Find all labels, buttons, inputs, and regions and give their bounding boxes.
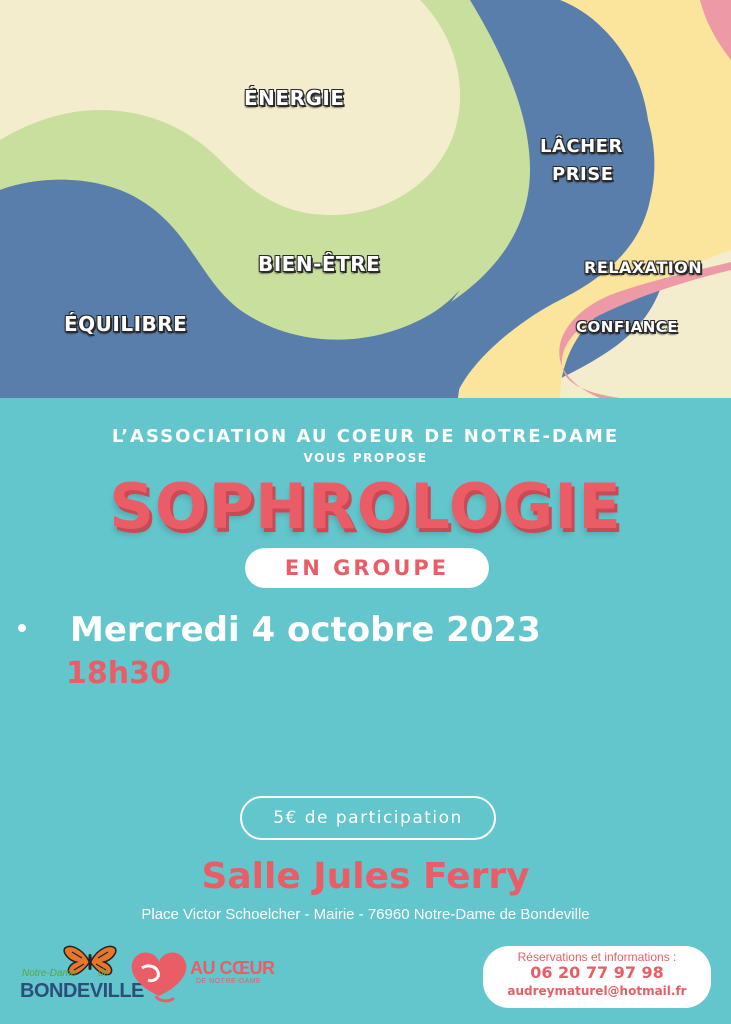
aucoeur-logo-name: AU CŒUR: [190, 958, 275, 978]
word-bien-etre: BIEN-ÊTRE: [258, 252, 381, 276]
venue-name: Salle Jules Ferry: [201, 856, 530, 897]
word-lacher: LÂCHER: [540, 136, 623, 157]
aucoeur-logo: [128, 944, 278, 1006]
association-heading: L’ASSOCIATION AU COEUR DE NOTRE-DAME: [111, 426, 620, 447]
subtitle-text: EN GROUPE: [284, 556, 450, 580]
heart-icon: [128, 946, 190, 1004]
bondeville-logo: [18, 944, 144, 1006]
venue-address: Place Victor Schoelcher - Mairie - 76960 Notre-Dame de Bondeville: [141, 906, 590, 923]
bondeville-logo-top: Notre-Dame: [22, 968, 77, 979]
wave-illustration: [0, 0, 731, 398]
word-equilibre: ÉQUILIBRE: [64, 312, 188, 336]
bullet-dot: [18, 624, 26, 632]
price-text: 5€ de participation: [273, 808, 463, 828]
word-energie: ÉNERGIE: [244, 86, 345, 110]
event-date: Mercredi 4 octobre 2023: [70, 610, 541, 650]
subtitle-badge: [245, 548, 489, 588]
word-relaxation: RELAXATION: [584, 258, 703, 277]
aucoeur-logo-sub: DE NOTRE-DAME: [196, 978, 262, 985]
word-confiance: CONFIANCE: [576, 318, 679, 336]
main-title: SOPHROLOGIE: [109, 470, 622, 543]
contact-phone[interactable]: 06 20 77 97 98: [530, 963, 664, 982]
contact-label: Réservations et informations :: [517, 950, 677, 964]
price-badge: [240, 796, 496, 840]
event-time: 18h30: [66, 656, 171, 691]
word-prise: PRISE: [552, 164, 614, 185]
contact-box: [483, 946, 711, 1008]
bondeville-logo-de: de: [98, 968, 110, 979]
propose-line: VOUS PROPOSE: [303, 451, 428, 465]
bondeville-logo-name: BONDEVILLE: [20, 980, 144, 1002]
contact-email[interactable]: audreymaturel@hotmail.fr: [507, 984, 687, 998]
